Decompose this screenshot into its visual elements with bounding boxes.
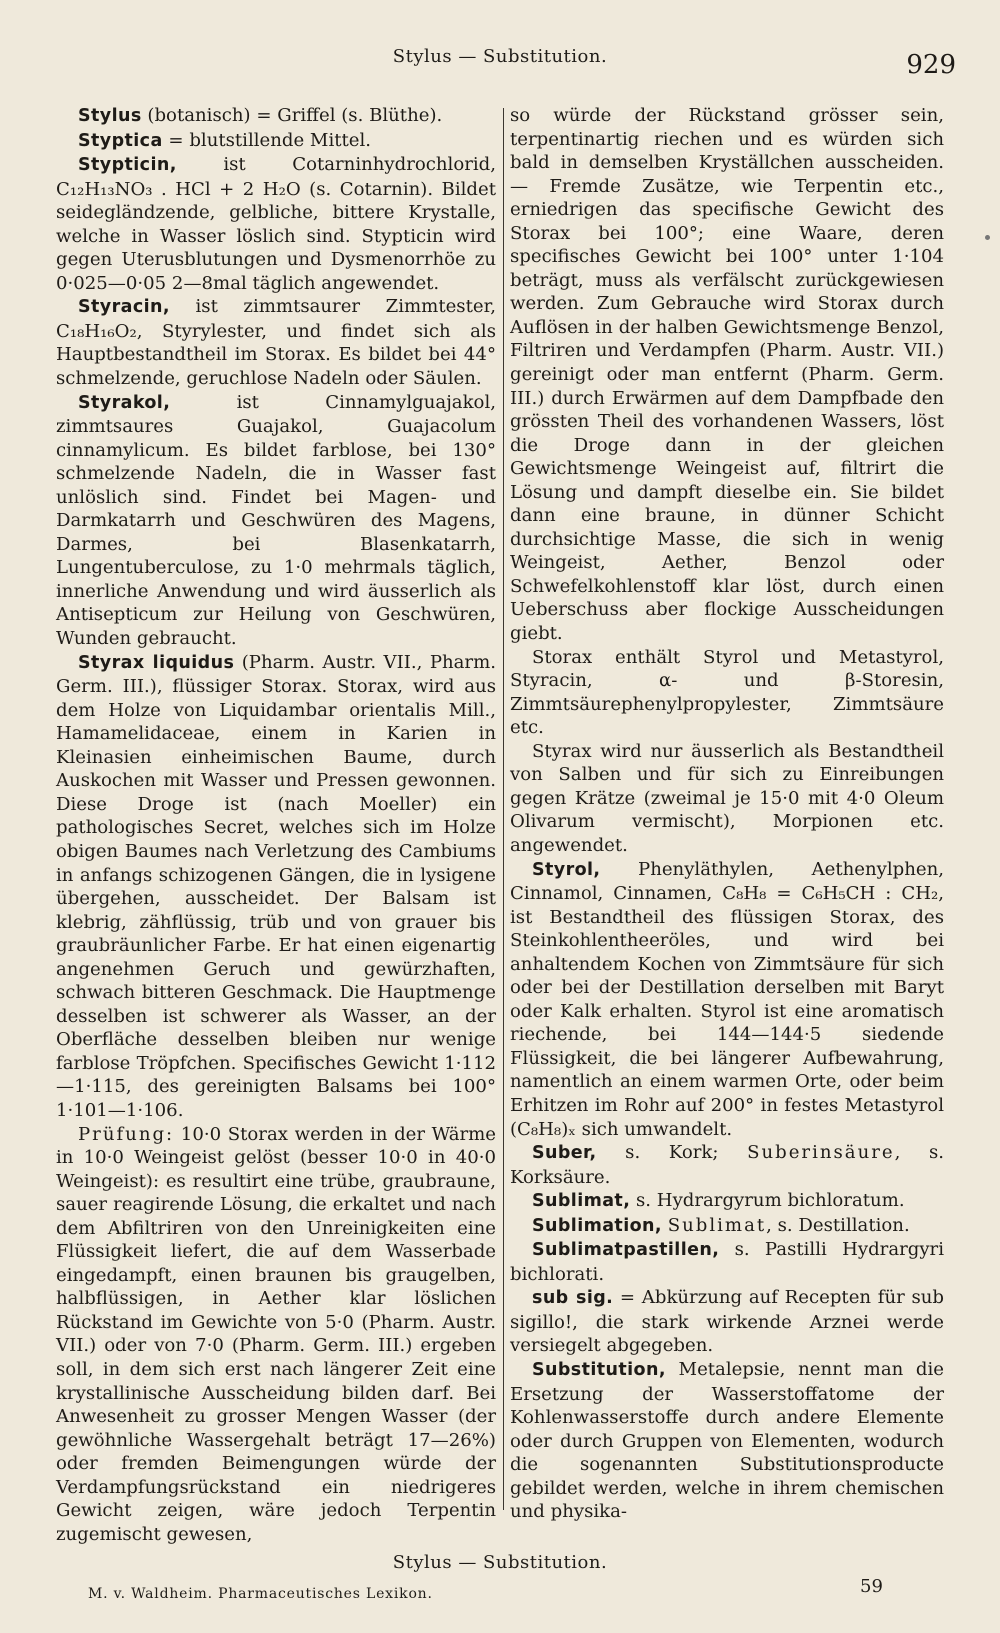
paragraph-styrax-use: Styrax wird nur äusserlich als Bestandtheil von Salben und für sich zu Einreibungen gegen Krätze (zweimal je 15·0 mit 4·0 Oleum Olivarum vermischt), Morpionen etc. angewendet. bbox=[510, 740, 944, 856]
paragraph-pruefung bbox=[56, 1123, 496, 1547]
headword: Suber, bbox=[532, 1143, 597, 1164]
entry-stylus bbox=[56, 104, 496, 129]
entry-text: ist Cinnamylguajakol, zimmtsaures Guajakol, Guajacolum cinnamylicum. Es bildet farblose, bei 130° schmelzende Nadeln, die in Wasser fast unlöslich sind. Findet bei Magen- und Darmkatarrh und Geschwüren des Magens, Darmes, bei Blasenkatarrh, Lungentuberculose, zu 1·0 mehrmals täglich, innerliche Anwendung und wird äusserlich als Antisepticum zur Heilung von Geschwüren, Wunden gebraucht. bbox=[56, 391, 496, 650]
page-number: 929 bbox=[906, 50, 956, 80]
headword: Sublimation, bbox=[532, 1215, 662, 1236]
entry-suber bbox=[510, 1141, 944, 1189]
right-column bbox=[510, 104, 944, 1524]
entry-styrol bbox=[510, 858, 944, 1142]
entry-text: , s. Korksäure. bbox=[510, 1142, 944, 1188]
entry-substitution bbox=[510, 1358, 944, 1524]
entry-text: s. Pastilli Hydrargyri bichlorati. bbox=[510, 1239, 944, 1285]
entry-text: Metalepsie, nennt man die Ersetzung der Wasserstoffatome der Kohlenwasserstoffe durch andere Elemente oder durch Gruppen von Elementen, wodurch die sogenannten Substitutionsproducte gebildet werden, welche in ihrem chemischen und physika- bbox=[510, 1358, 944, 1523]
headword: Sublimat, bbox=[532, 1191, 631, 1212]
entry-crossref: Sublimat bbox=[667, 1214, 767, 1236]
column-divider bbox=[503, 108, 504, 1510]
entry-stypticin bbox=[56, 153, 496, 295]
entry-text: = Abkürzung auf Recepten für sub sigillo!, die stark wirkende Arznei werde versiegelt abgegeben. bbox=[510, 1287, 944, 1357]
headword: Styrol, bbox=[532, 859, 601, 880]
headword: Styrakol, bbox=[78, 392, 171, 413]
paragraph-storax-contents: Storax enthält Styrol und Metastyrol, Styracin, α- und β-Storesin, Zimmtsäurephenylpropylester, Zimmtsäure etc. bbox=[510, 646, 944, 739]
footer-title: Stylus — Substitution. bbox=[392, 1552, 608, 1573]
subheading-pruefung: Prüfung: bbox=[78, 1123, 175, 1145]
running-header: Stylus — Substitution. bbox=[392, 46, 608, 67]
footer-publisher: M. v. Waldheim. Pharmaceutisches Lexikon. bbox=[88, 1586, 433, 1602]
left-column bbox=[56, 104, 496, 1546]
sheet-number: 59 bbox=[860, 1576, 883, 1597]
entry-sublimatpastillen bbox=[510, 1238, 944, 1286]
entry-styptica bbox=[56, 129, 496, 154]
headword: Sublimatpastillen, bbox=[532, 1240, 720, 1261]
entry-styrax-liquidus bbox=[56, 651, 496, 1123]
entry-styrakol bbox=[56, 391, 496, 651]
entry-text: ist zimmtsaurer Zimmtester, C₁₈H₁₆O₂, Styrylester, und findet sich als Hauptbestandtheil im Storax. Es bildet bei 44° schmelzende, geruchlose Nadeln oder Säulen. bbox=[56, 296, 496, 390]
entry-text: ist Cotarninhydrochlorid, C₁₂H₁₃NO₃ . HCl + 2 H₂O (s. Cotarnin). Bildet seidegländzende, gelbliche, bittere Krystalle, welche in Wasser löslich sind. Stypticin wird gegen Uterusblutungen und Dysmenorrhöe zu 0·025—0·05 2—8mal täglich angewendet. bbox=[56, 154, 496, 294]
headword: Substitution, bbox=[532, 1359, 666, 1380]
headword: Stylus bbox=[78, 106, 142, 126]
headword: Styrax liquidus bbox=[78, 652, 235, 673]
entry-styracin bbox=[56, 295, 496, 390]
entry-sublimation bbox=[510, 1214, 944, 1239]
entry-text: (Pharm. Austr. VII., Pharm. Germ. III.), flüssiger Storax. Storax, wird aus dem Holze von Liquidambar orientalis Mill., Hamamelidaceae, einem in Karien in Kleinasien einheimischen Baume, durch Auskochen mit Wasser und Pressen gewonnen. Diese Droge ist (nach Moeller) ein pathologisches Secret, welches sich im Holze obigen Baumes nach Verletzung des Cambiums in anfangs schizogenen Gängen, die in lysigene übergehen, ausscheidet. Der Balsam ist klebrig, zähflüssig, trüb und von grauer bis graubräunlicher Farbe. Er hat einen eigenartig angenehmen Geruch und gewürzhaften, schwach bitteren Geschmack. Die Hauptmenge desselben ist schwerer als Wasser, an der Oberfläche desselben bleiben nur wenige farblose Tröpfchen. Specifisches Gewicht 1·112—1·115, des gereinigten Balsams bei 100° 1·101—1·106. bbox=[56, 651, 496, 1121]
headword: Stypticin, bbox=[78, 155, 177, 176]
entry-crossref: Suberinsäure bbox=[747, 1142, 895, 1164]
entry-text: s. Hydrargyrum bichloratum. bbox=[630, 1190, 905, 1212]
headword: Styracin, bbox=[78, 297, 170, 318]
entry-sub-sig bbox=[510, 1286, 944, 1358]
print-mark bbox=[985, 235, 990, 240]
entry-text: s. Kork; bbox=[596, 1142, 748, 1164]
entry-text: , s. Destillation. bbox=[766, 1214, 910, 1236]
paragraph-continuation: so würde der Rückstand grösser sein, terpentinartig riechen und es würden sich bald in demselben Kryställchen ausscheiden. — Fremde Zusätze, wie Terpentin etc., erniedrigen das specifische Gewicht des Storax bei 100°; eine Waare, deren specifisches Gewicht bei 100° unter 1·104 beträgt, muss als verfälscht zurückgewiesen werden. Zum Gebrauche wird Storax durch Auflösen in der halben Gewichtsmenge Benzol, Filtriren und Verdampfen (Pharm. Austr. VII.) gereinigt oder man entfernt (Pharm. Germ. III.) durch Erwärmen auf dem Dampfbade den grössten Theil des vorhandenen Wassers, löst die Droge dann in der gleichen Gewichtsmenge Weingeist auf, filtrirt die Lösung und dampft dieselbe ein. Sie bildet dann eine braune, in dünner Schicht durchsichtige Masse, die sich in wenig Weingeist, Aether, Benzol oder Schwefelkohlenstoff klar löst, durch einen Ueberschuss aber flockige Ausscheidungen giebt. bbox=[510, 105, 944, 645]
headword: Styptica bbox=[78, 130, 163, 151]
entry-text: = blutstillende Mittel. bbox=[162, 129, 372, 151]
entry-sublimat bbox=[510, 1189, 944, 1214]
entry-text: Phenyläthylen, Aethenylphen, Cinnamol, Cinnamen, C₈H₈ = C₆H₅CH : CH₂, ist Bestandtheil des flüssigen Storax, des Steinkohlentheeröles, und wird bei anhaltendem Kochen von Zimmtsäure für sich oder bei der Destillation derselben mit Baryt oder Kalk erhalten. Styrol ist eine aromatisch riechende, bei 144—144·5 siedende Flüssigkeit, die bei längerer Aufbewahrung, namentlich an einem warmen Orte, oder beim Erhitzen im Rohr auf 200° in festes Metastyrol (C₈H₈)ₓ sich umwandelt. bbox=[510, 858, 944, 1140]
headword: sub sig. bbox=[532, 1288, 614, 1309]
paragraph-text: 10·0 Storax werden in der Wärme in 10·0 Weingeist gelöst (besser 10·0 in 40·0 Weingeist): es resultirt eine trübe, graubraune, sauer reagirende Lösung, die erkaltet und nach dem Abfiltriren von den Unreinigkeiten eine Flüssigkeit liefert, die auf dem Wasserbade eingedampft, einen braunen bis graugelben, halbflüssigen, in Aether klar löslichen Rückstand im Gewichte von 5·0 (Pharm. Austr. VII.) oder von 7·0 (Pharm. Germ. III.) ergeben soll, in dem sich erst nach längerer Zeit eine krystallinische Ausscheidung bilden darf. Bei Anwesenheit zu grosser Mengen Wasser (der gewöhnliche Wassergehalt beträgt 17—26%) oder fremden Beimengungen würde der Verdampfungsrückstand ein niedrigeres Gewicht zeigen, wäre jedoch Terpentin zugemischt gewesen, bbox=[56, 1123, 496, 1545]
entry-text: (botanisch) = Griffel (s. Blüthe). bbox=[141, 105, 443, 126]
